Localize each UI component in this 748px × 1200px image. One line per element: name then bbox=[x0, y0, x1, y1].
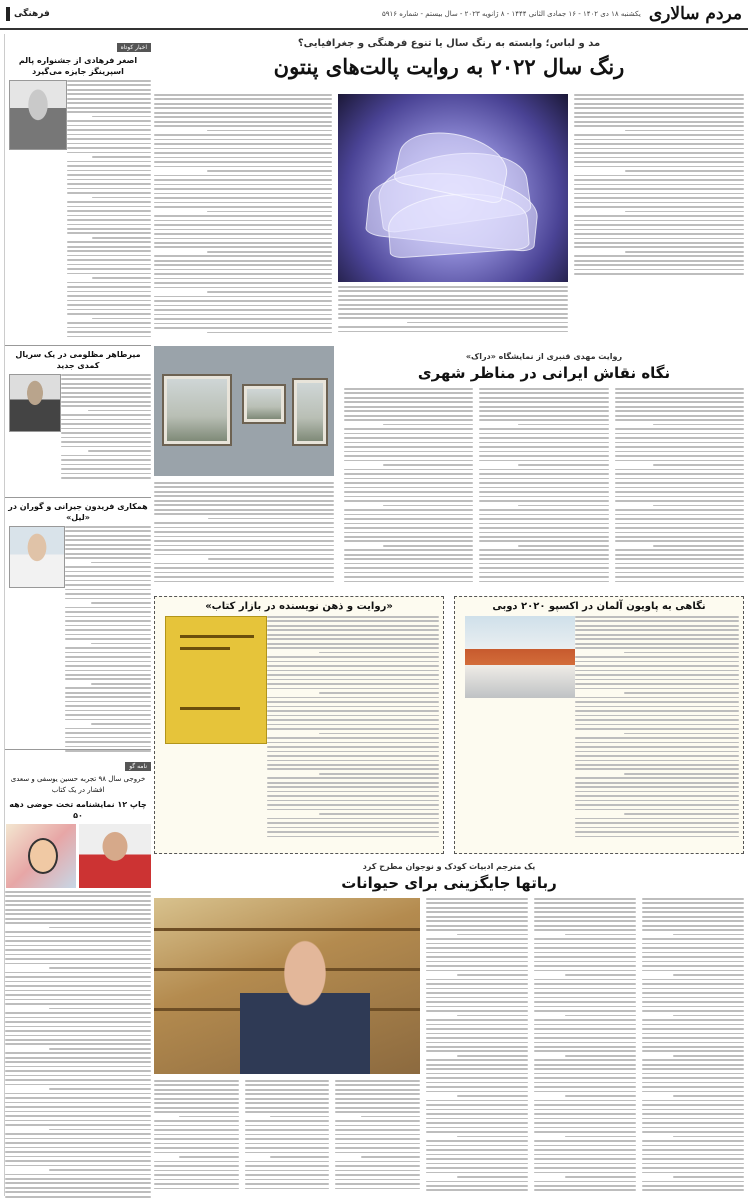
art-col-1 bbox=[615, 388, 744, 588]
issue-info: یکشنبه ۱۸ دی ۱۴۰۲ - ۱۶ جمادی الثانی ۱۴۴۴ - ۸ ژانویه ۲۰۲۳ - سال بیستم - شماره ۵۹۱۶ bbox=[381, 10, 641, 18]
side-news-2-body bbox=[61, 374, 151, 486]
pantone-sculpture-image bbox=[338, 94, 568, 282]
side-news-4 bbox=[5, 746, 151, 1200]
lead-supertitle: مد و لباس؛ وابسته به رنگ سال یا تنوع فرهنگی و جغرافیایی؟ bbox=[297, 38, 601, 49]
side-news-3-title: همکاری فریدون جیرانی و گوران در «لیل» bbox=[8, 502, 148, 522]
side-news-2 bbox=[5, 342, 151, 486]
translator-body-bottom bbox=[154, 1080, 420, 1196]
lead-body-under-image bbox=[338, 286, 568, 338]
book-cover-clown-image bbox=[6, 824, 76, 888]
art-title: نگاه نقاش ایرانی در مناظر شهری bbox=[417, 364, 671, 382]
side-news-3-body bbox=[65, 526, 151, 758]
art-col-2 bbox=[479, 388, 608, 588]
translator-col-5 bbox=[245, 1080, 330, 1196]
author-photo bbox=[79, 824, 151, 888]
art-body bbox=[344, 388, 744, 588]
expo-box-body bbox=[575, 616, 739, 841]
translator-title: رباتها جایگزینی برای حیوانات bbox=[341, 874, 557, 892]
book-box bbox=[154, 596, 444, 854]
translator-col-1 bbox=[642, 898, 744, 1196]
side-news-4-body bbox=[5, 891, 151, 1200]
side-tag-short-news: اخبار کوتاه bbox=[117, 43, 151, 52]
translator-body bbox=[426, 898, 744, 1196]
translator-portrait-image bbox=[154, 898, 420, 1074]
side-news-1-body bbox=[67, 80, 151, 342]
side-news-1 bbox=[5, 34, 151, 342]
side-news-2-title: میرطاهر مظلومی در یک سریال کمدی جدید bbox=[15, 350, 141, 370]
art-supertitle: روایت مهدی قنبری از نمایشگاه «دراک» bbox=[465, 352, 623, 361]
translator-col-4 bbox=[335, 1080, 420, 1196]
side-news-4-images bbox=[5, 824, 151, 888]
side-news-4-title: چاپ ۱۲ نمایشنامه تخت حوضی دهه ۵۰ bbox=[9, 800, 147, 820]
translator-supertitle: یک مترجم ادبیات کودک و نوجوان مطرح کرد bbox=[362, 862, 536, 871]
side-news-3 bbox=[5, 494, 151, 758]
urban-painting-image bbox=[154, 346, 334, 476]
lead-body-right bbox=[574, 94, 744, 282]
side-tag-letter: نامه گو bbox=[125, 762, 151, 771]
translator-col-3 bbox=[426, 898, 528, 1196]
expo-box bbox=[454, 596, 744, 854]
person-icon bbox=[240, 934, 370, 1074]
german-pavilion-image bbox=[465, 616, 575, 698]
book-box-body bbox=[267, 616, 439, 841]
farhadi-photo bbox=[9, 80, 67, 150]
mazloumi-photo bbox=[9, 374, 61, 432]
art-col-3 bbox=[344, 388, 473, 588]
main-content bbox=[154, 34, 744, 1196]
section-marker-icon bbox=[6, 7, 10, 21]
lead-body-left bbox=[154, 94, 332, 338]
expo-box-title: نگاهی به پاویون آلمان در اکسپو ۲۰۲۰ دوبی bbox=[492, 601, 706, 612]
lead-title: رنگ سال ۲۰۲۲ به روایت پالت‌های پنتون bbox=[273, 54, 625, 79]
section-name: فرهنگی bbox=[14, 9, 50, 19]
book-cover-image bbox=[165, 616, 267, 744]
newspaper-logo: مردم سالاری bbox=[648, 4, 742, 24]
book-box-title: «روایت و ذهن نویسنده در بازار کتاب» bbox=[205, 601, 393, 612]
side-news-1-title: اصغر فرهادی از جشنواره پالم اسپرینگز جایزه می‌گیرد bbox=[18, 56, 138, 76]
art-body-under-image bbox=[154, 482, 334, 588]
translator-col-2 bbox=[534, 898, 636, 1196]
jeyrani-photo bbox=[9, 526, 65, 588]
translator-col-6 bbox=[154, 1080, 239, 1196]
side-news-4-super: خروجی سال ۹۸ تجربه حسین یوسفی و سعدی افشار در یک کتاب bbox=[10, 775, 146, 794]
section-label bbox=[6, 7, 50, 21]
masthead bbox=[0, 0, 748, 30]
side-column bbox=[4, 34, 150, 1196]
